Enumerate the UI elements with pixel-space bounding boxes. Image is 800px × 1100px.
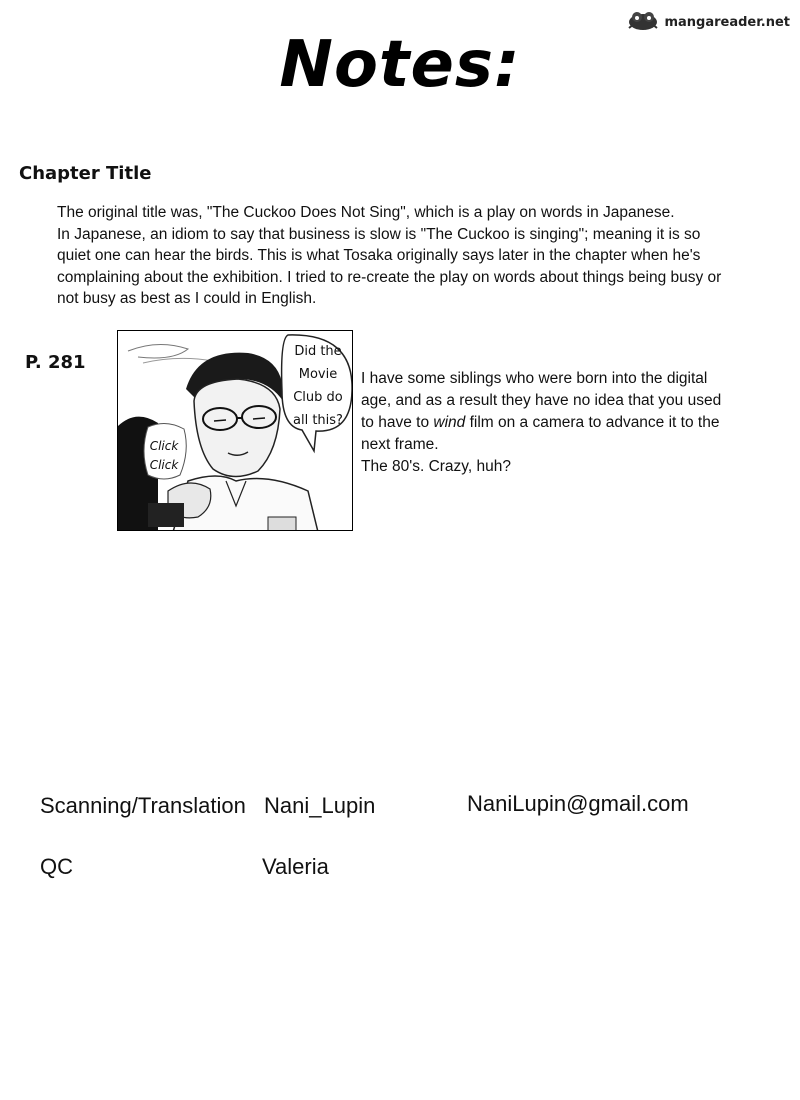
page-number-label: P. 281: [25, 352, 86, 373]
watermark-text: mangareader.net: [664, 15, 790, 30]
note-line: [361, 412, 741, 434]
speech-bubble-text: [284, 340, 352, 432]
note-line: age, and as a result they have no idea that you used: [361, 392, 722, 409]
credit-contact-email: NaniLupin@gmail.com: [467, 791, 689, 816]
sound-effect-text: [144, 437, 184, 475]
credit-name-qc: Valeria: [262, 854, 329, 879]
sfx-line: Click: [149, 458, 179, 472]
speech-line: all this?: [293, 413, 343, 428]
credit-role-scanning: Scanning/Translation: [40, 793, 246, 818]
sfx-line: Click: [149, 439, 179, 453]
note-line: The original title was, "The Cuckoo Does Not Sing", which is a play on words in Japanese.: [57, 204, 675, 221]
note-line: I have some siblings who were born into the digital: [361, 370, 708, 387]
note-line: complaining about the exhibition. I tried to re-create the play on words about things being busy or: [57, 268, 722, 286]
note-text: to have to: [361, 414, 434, 431]
speech-line: Did the: [294, 344, 342, 359]
note-line: not busy as best as I could in English.: [57, 290, 317, 307]
credit-name-scanner: Nani_Lupin: [264, 793, 376, 818]
speech-line: Club do: [293, 390, 343, 405]
note-line: In Japanese, an idiom to say that business is slow is "The Cuckoo is singing"; meaning it is so: [57, 225, 701, 243]
page-281-note: [361, 368, 741, 478]
note-line: quiet one can hear the birds. This is what Tosaka originally says later in the chapter when he's: [57, 247, 701, 264]
credit-role-qc: QC: [40, 854, 73, 879]
note-line: next frame.: [361, 436, 439, 453]
page-title: Notes:: [279, 28, 521, 102]
emphasis-word: wind: [433, 414, 466, 431]
note-text: film on a camera to advance it to the: [465, 414, 720, 431]
note-line: The 80's. Crazy, huh?: [361, 458, 511, 475]
chapter-title-heading: Chapter Title: [19, 163, 152, 184]
speech-line: Movie: [298, 367, 338, 382]
manga-panel-image: [117, 330, 353, 531]
chapter-title-note: [57, 202, 737, 310]
